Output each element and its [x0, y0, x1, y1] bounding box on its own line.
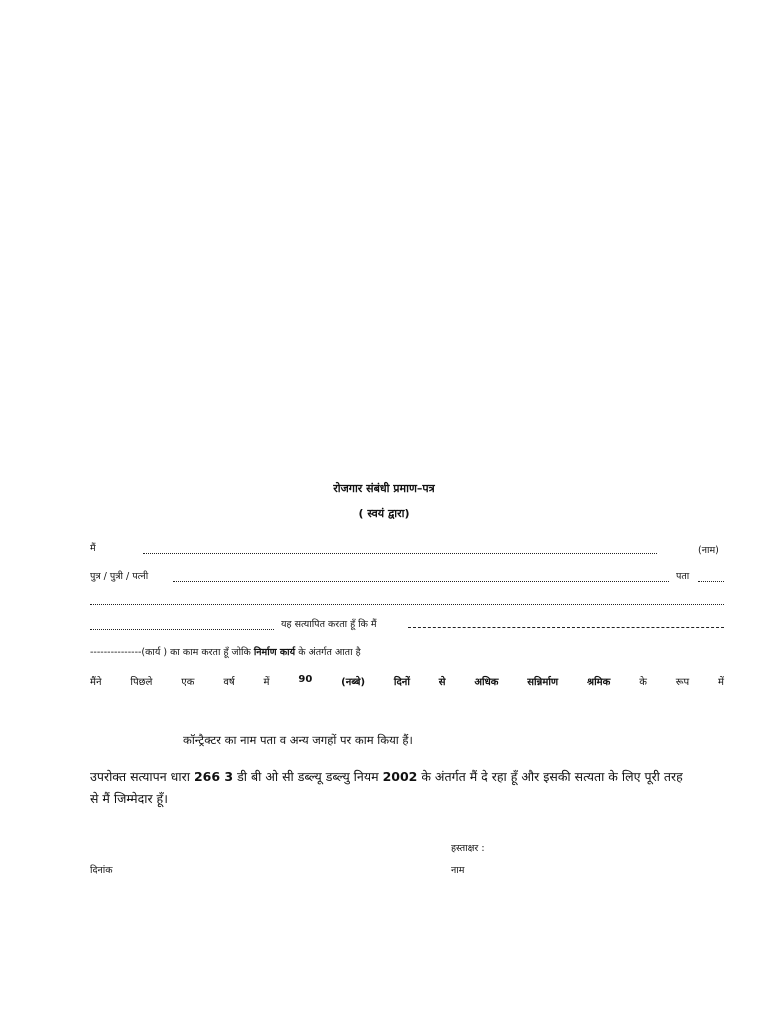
verification-paragraph	[90, 766, 690, 810]
statement-word: 90	[298, 674, 313, 685]
relation-fill-line[interactable]	[173, 581, 669, 582]
line5-text-b: के अंतर्गत आता है	[298, 647, 361, 658]
line5-text-a: (कार्य ) का काम करता हूँ जोकि	[141, 647, 251, 658]
statement-word: के	[639, 677, 647, 688]
line5-text-bold: निर्माण कार्य	[253, 647, 296, 658]
signature-label: हस्ताक्षर :	[451, 843, 485, 854]
statement-word: में	[718, 677, 724, 688]
statement-word: मैंने	[90, 677, 102, 688]
verification-year: 2002	[382, 769, 418, 784]
statement-word: एक	[181, 677, 195, 688]
line2-suffix: पता	[676, 571, 690, 582]
name-label: नाम	[451, 865, 465, 876]
statement-word: पिछले	[130, 677, 153, 688]
verification-part2: डी बी ओ सी डब्ल्यू डब्ल्यु नियम	[237, 769, 379, 784]
line5	[90, 647, 361, 659]
statement-word: (नब्बे)	[341, 677, 366, 688]
statement-word: दिनों	[393, 677, 410, 688]
line2-prefix: पुत्र / पुत्री / पत्नी	[90, 571, 149, 582]
line4-text: यह सत्यापित करता हूँ कि मैं	[281, 619, 377, 630]
line4-fill-line[interactable]	[90, 629, 274, 630]
verification-section: 266 3	[193, 769, 234, 784]
statement-word: रूप	[675, 677, 690, 688]
document-subtitle: ( स्वयं द्वारा)	[358, 507, 410, 520]
verification-part1: उपरोक्त सत्यापन धारा	[90, 769, 190, 784]
line5-dashes: ---------------	[90, 647, 142, 658]
statement-word: अधिक	[474, 677, 499, 688]
statement-word: से	[438, 677, 446, 688]
verification-part3: के अंतर्गत मैं दे रहा हूँ और इसकी सत्यता के लिए पूरी तरह से मैं जिम्मेदार हूँ।	[90, 769, 683, 806]
line1-suffix: (नाम)	[698, 545, 719, 556]
statement-word: वर्ष	[223, 677, 235, 688]
line1-prefix: मैं	[90, 543, 96, 554]
statement-row	[90, 674, 724, 688]
name-fill-line[interactable]	[143, 553, 657, 554]
statement-word: सन्निर्माण	[527, 677, 559, 688]
statement-word: में	[263, 677, 270, 688]
date-label: दिनांक	[90, 865, 113, 876]
document-title: रोजगार संबंधी प्रमाण–पत्र	[333, 482, 435, 495]
statement-word: श्रमिक	[587, 677, 611, 688]
address-fill-line[interactable]	[698, 581, 724, 582]
contractor-line: कॉन्ट्रैक्टर का नाम पता व अन्य जगहों पर काम किया हैं।	[183, 733, 413, 747]
work-fill-line[interactable]	[408, 627, 724, 628]
address-continuation-line[interactable]	[90, 604, 724, 605]
